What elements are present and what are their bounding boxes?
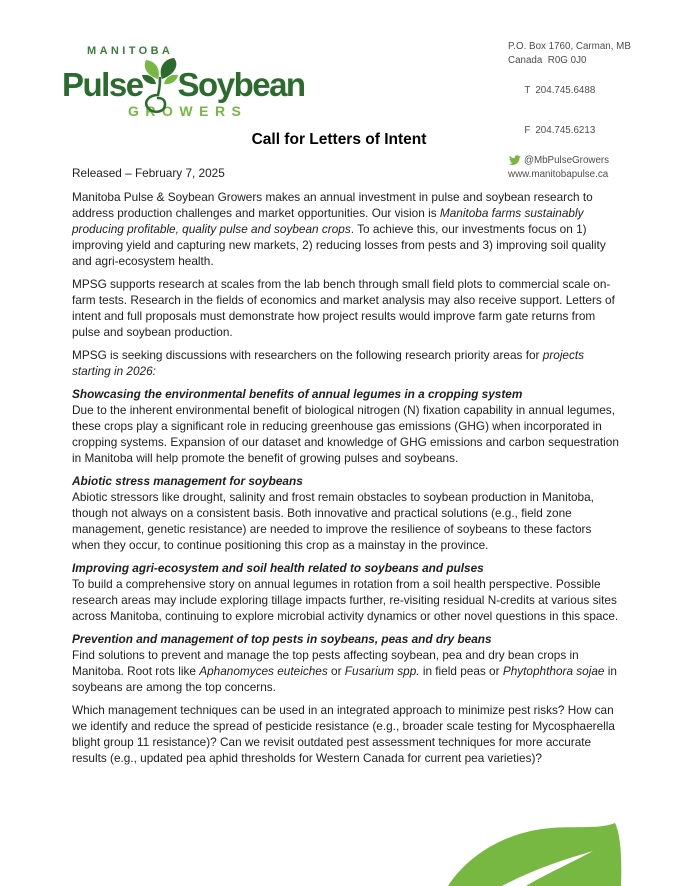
contact-website: www.manitobapulse.ca — [508, 168, 609, 180]
priority-section-abiotic-stress — [72, 473, 620, 553]
logo-growers-text: GROWERS — [128, 103, 248, 119]
fax-label: F — [524, 125, 531, 136]
priority-section-environmental-benefits — [72, 386, 620, 466]
leaf-decoration — [440, 820, 640, 886]
closing-paragraph: Which management techniques can be used in an integrated approach to minimize pest risks? How can we identify and reduce the spread of pesticide resistance (e.g., broader scale testing for Mycosphaerella blight group 11 resistance)? Can we revisit outdated pest assessment techniques for more accurate results (e.g., updated pea aphid thresholds for Western Canada for current pea varieties)? — [72, 703, 615, 765]
phone-number: 204.745.6488 — [535, 84, 596, 96]
logo-manitoba-text: MANITOBA — [87, 45, 174, 57]
section-paragraph: To build a comprehensive story on annual legumes in rotation from a soil health perspective. Possible research areas may include exploring tillage impacts further, re-visiting residual N-credits at various sites across Manitoba, continuing to explore microbial activity dynamics or other novel questions in this space. — [72, 577, 619, 623]
contact-phone-row — [508, 70, 631, 111]
priority-section-soil-health — [72, 560, 620, 624]
intro-paragraph-3: MPSG is seeking discussions with researchers on the following research priority areas for projects starting in 2026: — [72, 348, 585, 378]
section-paragraph: Abiotic stressors like drought, salinity and frost remain obstacles to soybean production in Manitoba, though not always on a consistent basis. Both innovative and practical solutions (e.g., field zone management, genetic resistance) are needed to improve the resilience of soybeans to these factors when they occur, to continue positioning this crop as a mainstay in the province. — [72, 490, 594, 552]
section-heading: Showcasing the environmental benefits of annual legumes in a cropping system — [72, 387, 523, 401]
section-paragraph: Due to the inherent environmental benefit of biological nitrogen (N) fixation capability in annual legumes, these crops play a significant role in reducing greenhouse gas emissions (GHG) when incorporated in cropping systems. Expansion of our dataset and knowledge of GHG emissions and carbon sequestration in Manitoba will help promote the benefit of growing pulses and soybeans. — [72, 403, 619, 465]
section-paragraph: Find solutions to prevent and manage the top pests affecting soybean, pea and dry bean crops in Manitoba. Root rots like Aphanomyces euteiches or Fusarium spp. in field peas or Phytophthora sojae in soybeans are among the top concerns. — [72, 648, 617, 694]
logo-soybean-text: Soybean — [177, 66, 305, 103]
twitter-handle: @MbPulseGrowers — [524, 155, 610, 166]
contact-address-line1: P.O. Box 1760, Carman, MB — [508, 41, 631, 52]
priority-section-pest-management — [72, 631, 620, 695]
intro-paragraph-1: Manitoba Pulse & Soybean Growers makes an annual investment in pulse and soybean research to address production challenges and market opportunities. Our vision is Manitoba farms sustainably producing profitable, quality pulse and soybean crops. To achieve this, our investments focus on 1) improving yield and capturing new markets, 2) reducing losses from pests and 3) improving soil quality and agri-ecosystem health. — [72, 190, 606, 268]
document-body — [72, 165, 620, 773]
section-heading: Prevention and management of top pests in soybeans, peas and dry beans — [72, 632, 492, 646]
section-heading: Improving agri-ecosystem and soil health related to soybeans and pulses — [72, 561, 484, 575]
contact-address-line2: Canada R0G 0J0 — [508, 54, 587, 66]
contact-block — [508, 40, 631, 181]
logo-pulse-text: Pulse — [62, 66, 143, 103]
sprout-icon — [137, 58, 183, 114]
intro-paragraph-2: MPSG supports research at scales from the lab bench through small field plots to commercial scale on-farm tests. Research in the fields of economics and market analysis may also receive support. Letters of intent and full proposals must demonstrate how project results would improve farm gate returns from pulse and soybean production. — [72, 277, 615, 339]
page-title: Call for Letters of Intent — [251, 131, 427, 148]
phone-label: T — [524, 84, 531, 96]
release-date: Released – February 7, 2025 — [72, 166, 225, 180]
logo-main-row — [62, 58, 305, 102]
fax-number: 204.745.6213 — [535, 125, 596, 136]
section-heading: Abiotic stress management for soybeans — [72, 474, 303, 488]
mpsg-logo — [62, 45, 305, 119]
